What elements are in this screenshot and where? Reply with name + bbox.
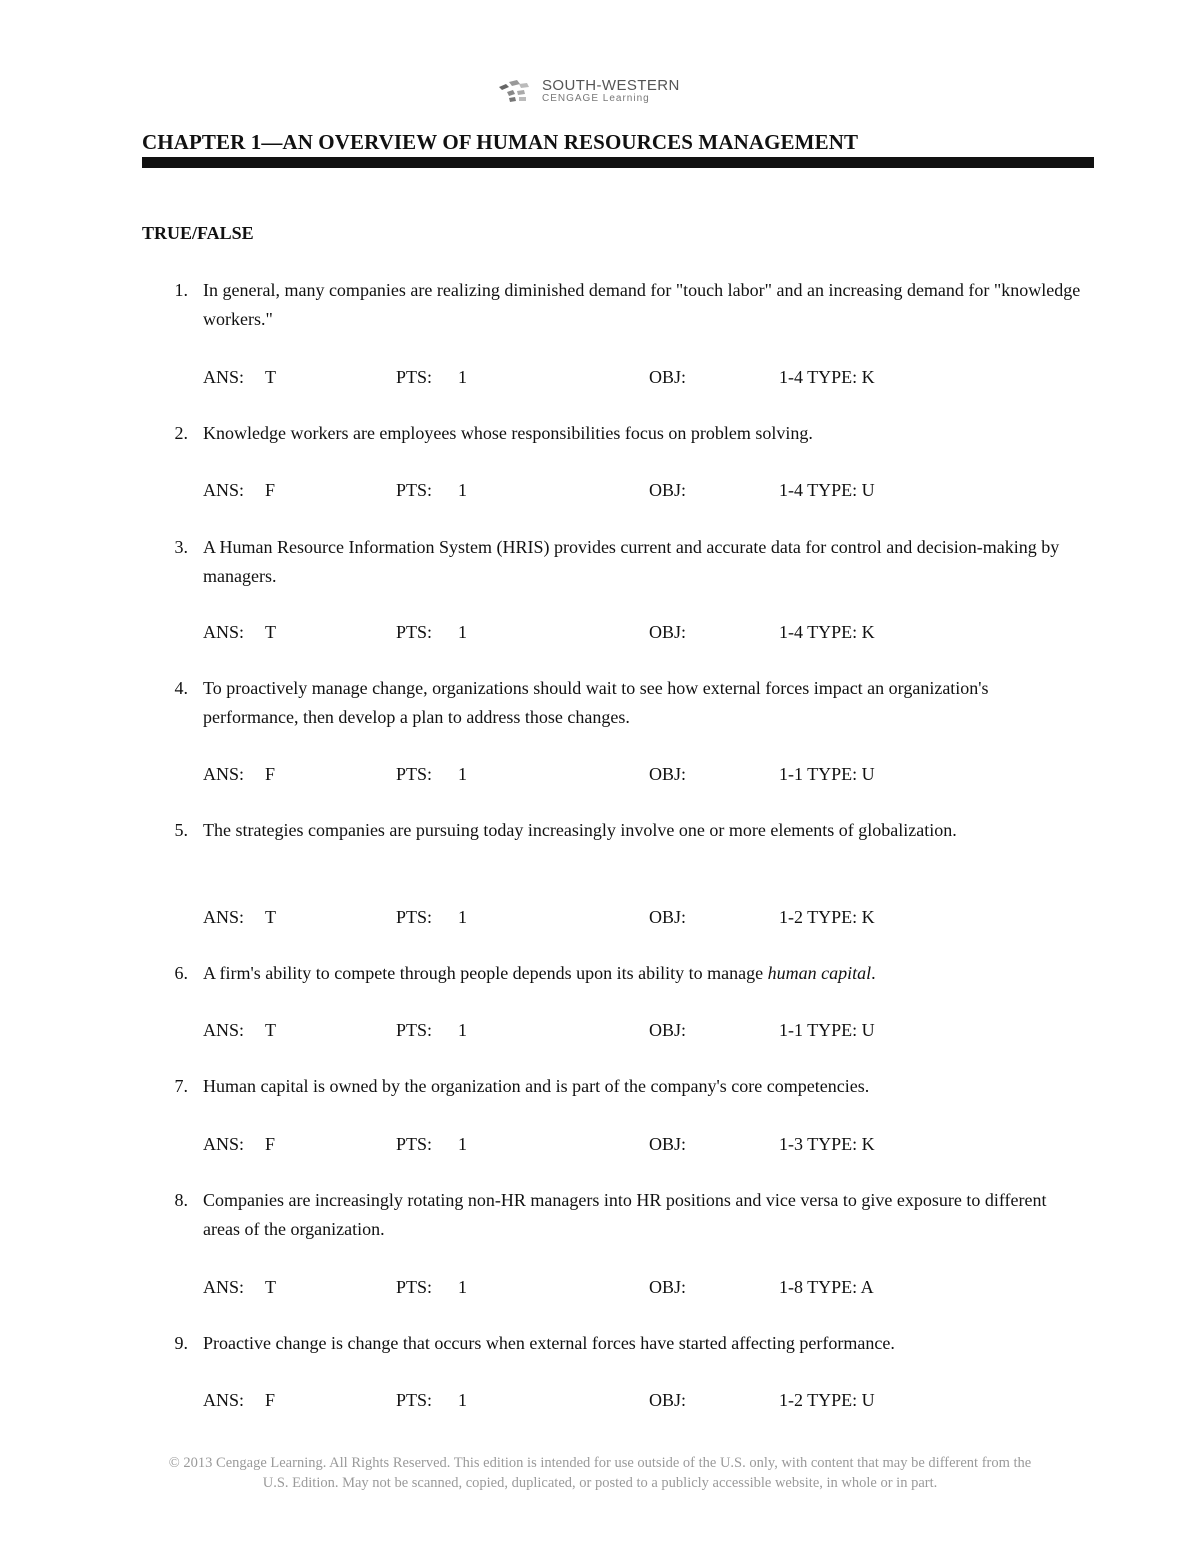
points-value: 1 [458,1390,467,1410]
points-value: 1 [458,1020,467,1040]
question-number: 5. [174,820,188,840]
publisher-logo [497,78,680,104]
pts-label: PTS: [396,622,433,642]
ans-label: ANS: [203,1390,245,1410]
question-text: Proactive change is change that occurs when external forces have started affecting performance. [203,1333,895,1353]
pts-label: PTS: [396,1277,433,1297]
section-heading: TRUE/FALSE [142,223,254,243]
question-number: 8. [174,1190,188,1210]
question-number: 4. [174,678,188,698]
ans-label: ANS: [203,622,245,642]
ans-label: ANS: [203,1020,245,1040]
points-value: 1 [458,764,467,784]
obj-label: OBJ: [649,1134,687,1154]
ans-label: ANS: [203,764,245,784]
question-number: 2. [174,423,188,443]
footer-line-1: © 2013 Cengage Learning. All Rights Reserved. This edition is intended for use outside of the U.S. only, with content that may be different from the [168,1455,1032,1471]
ans-label: ANS: [203,907,245,927]
answer-value: T [265,1020,276,1040]
question-number: 3. [174,537,188,557]
pts-label: PTS: [396,764,433,784]
obj-label: OBJ: [649,1020,687,1040]
objective-value: 1-4 TYPE: K [779,622,875,642]
question-number: 7. [174,1076,188,1096]
question-text: To proactively manage change, organizations should wait to see how external forces impact an organization's performance, then develop a plan to address those changes. [203,678,989,727]
pts-label: PTS: [396,1020,433,1040]
title-rule [142,157,1094,168]
question-number: 6. [174,963,188,983]
question-text-start: A firm's ability to compete through people depends upon its ability to manage [203,963,768,983]
ans-label: ANS: [203,367,245,387]
pts-label: PTS: [396,367,433,387]
cengage-logo-icon [497,78,537,104]
objective-value: 1-4 TYPE: U [779,480,875,500]
obj-label: OBJ: [649,1390,687,1410]
question-text-emphasis: human capital [767,963,872,983]
points-value: 1 [458,1134,467,1154]
pts-label: PTS: [396,1390,433,1410]
objective-value: 1-2 TYPE: K [779,907,875,927]
answer-value: T [265,622,276,642]
answer-value: T [265,907,276,927]
question-text: Companies are increasingly rotating non-HR managers into HR positions and vice versa to give exposure to different areas of the organization. [203,1190,1047,1239]
question-text: The strategies companies are pursuing today increasingly involve one or more elements of globalization. [203,820,957,840]
objective-value: 1-8 TYPE: A [779,1277,874,1297]
points-value: 1 [458,480,467,500]
objective-value: 1-1 TYPE: U [779,764,875,784]
obj-label: OBJ: [649,907,687,927]
answer-value: F [265,480,276,500]
obj-label: OBJ: [649,764,687,784]
question-number: 1. [174,280,188,300]
question-text-end: . [871,963,876,983]
objective-value: 1-3 TYPE: K [779,1134,875,1154]
question-text: Human capital is owned by the organization and is part of the company's core competencies. [203,1076,870,1096]
question-text [203,959,1083,988]
obj-label: OBJ: [649,367,687,387]
points-value: 1 [458,907,467,927]
objective-value: 1-2 TYPE: U [779,1390,875,1410]
logo-subtitle: CENGAGE Learning [542,93,650,104]
question-text: A Human Resource Information System (HRIS) provides current and accurate data for control and decision-making by managers. [203,537,1060,586]
pts-label: PTS: [396,1134,433,1154]
question-text: In general, many companies are realizing diminished demand for "touch labor" and an increasing demand for "knowledge workers." [203,280,1081,329]
points-value: 1 [458,367,467,387]
footer-line-2: U.S. Edition. May not be scanned, copied, duplicated, or posted to a publicly accessible website, in whole or in part. [262,1475,938,1491]
answer-value: T [265,1277,276,1297]
answer-value: F [265,1134,276,1154]
question-text: Knowledge workers are employees whose responsibilities focus on problem solving. [203,423,813,443]
ans-label: ANS: [203,1277,245,1297]
points-value: 1 [458,1277,467,1297]
answer-value: F [265,764,276,784]
ans-label: ANS: [203,1134,245,1154]
answer-value: T [265,367,276,387]
points-value: 1 [458,622,467,642]
question-number: 9. [174,1333,188,1353]
pts-label: PTS: [396,480,433,500]
pts-label: PTS: [396,907,433,927]
answer-value: F [265,1390,276,1410]
logo-name: SOUTH-WESTERN [542,77,680,94]
objective-value: 1-4 TYPE: K [779,367,875,387]
copyright-footer [120,1453,1080,1493]
obj-label: OBJ: [649,622,687,642]
ans-label: ANS: [203,480,245,500]
obj-label: OBJ: [649,1277,687,1297]
chapter-title: CHAPTER 1—AN OVERVIEW OF HUMAN RESOURCES MANAGEMENT [142,130,859,154]
obj-label: OBJ: [649,480,687,500]
objective-value: 1-1 TYPE: U [779,1020,875,1040]
